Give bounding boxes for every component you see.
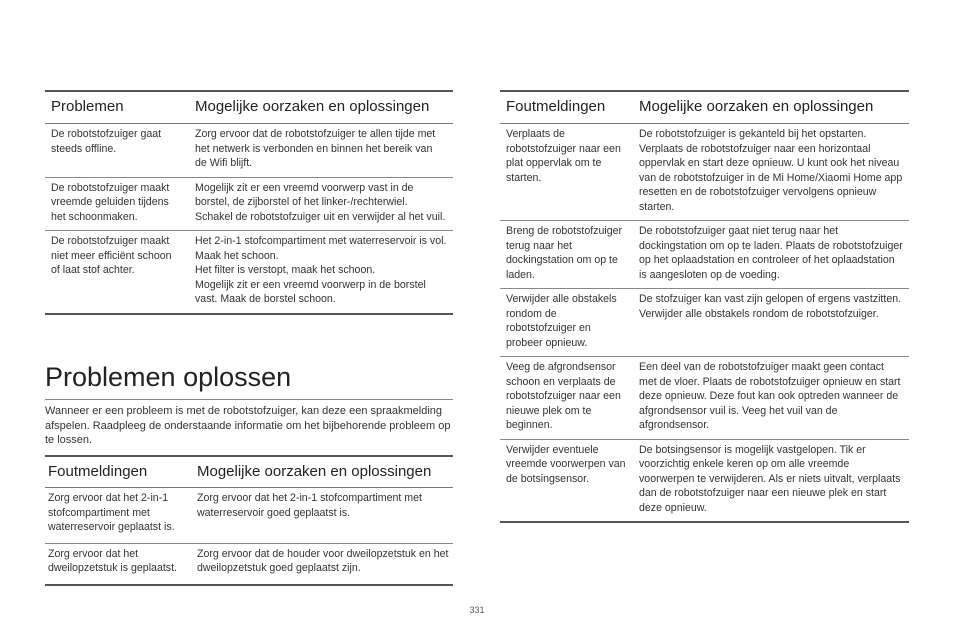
error-cell: Breng de robotstofzuiger terug naar het dockingstation om op te laden.	[506, 225, 623, 281]
table-row	[500, 357, 909, 440]
section-divider	[45, 399, 453, 400]
section-title: Problemen oplossen	[45, 362, 292, 392]
table-row	[45, 231, 453, 315]
error-cell: Verplaats de robotstofzuiger naar een plat oppervlak om te starten.	[506, 128, 621, 184]
table-row	[45, 178, 453, 232]
solution-cell: De robotstofzuiger gaat niet terug naar het dockingstation om op te laden. Plaats de robotstofzuiger op het oplaadstation en controleer of het oplaadstation is aangesloten op de voeding.	[639, 225, 903, 281]
table-row	[500, 124, 909, 221]
page-number: 331	[469, 605, 485, 615]
solution-cell: Een deel van de robotstofzuiger maakt geen contact met de vloer. Plaats de robotstofzuiger opnieuw en start deze opnieuw. Deze fout kan ook optreden wanneer de afgrondsensor vuil is. Veeg het vuil van de afgrondsensor.	[639, 361, 901, 431]
error-cell: Veeg de afgrondsensor schoon en verplaats de robotstofzuiger naar een nieuwe plek om te beginnen.	[506, 361, 621, 431]
solution-cell: Het 2-in-1 stofcompartiment met waterreservoir is vol. Maak het schoon. Het filter is verstopt, maak het schoon. Mogelijk zit er een vreemd voorwerp in de borstel vast. Maak de borstel schoon.	[195, 235, 447, 305]
column-header-causes: Mogelijke oorzaken en oplossingen	[639, 98, 874, 115]
table-row	[500, 289, 909, 357]
column-header-errors: Foutmeldingen	[506, 98, 606, 115]
table-row	[45, 124, 453, 178]
error-cell: Zorg ervoor dat het dweilopzetstuk is geplaatst.	[48, 547, 177, 574]
table-row	[45, 488, 453, 544]
column-header-causes: Mogelijke oorzaken en oplossingen	[197, 463, 432, 480]
solution-cell: Mogelijk zit er een vreemd voorwerp vast in de borstel, de zijborstel of het linker-/rechterwiel. Schakel de robotstofzuiger uit en verwijder al het vuil.	[195, 181, 446, 223]
table-row	[500, 221, 909, 289]
problem-cell: De robotstofzuiger gaat steeds offline.	[51, 128, 162, 155]
problem-cell: De robotstofzuiger maakt vreemde geluiden tijdens het schoonmaken.	[51, 181, 170, 223]
solution-cell: De robotstofzuiger is gekanteld bij het opstarten. Verplaats de robotstofzuiger naar een horizontaal oppervlak en start deze opnieuw. U kunt ook het niveau van de robotstofzuiger in de Mi Home/Xiaomi Home app resetten en de robotstofzuiger vervolgens opnieuw starten.	[639, 128, 903, 213]
error-cell: Verwijder alle obstakels rondom de robotstofzuiger en probeer opnieuw.	[506, 293, 617, 349]
section-intro: Wanneer er een probleem is met de robotstofzuiger, kan deze een spraakmelding afspelen. Raadpleeg de onderstaande informatie om het bijbehorende probleem op te lossen.	[45, 405, 451, 446]
table-header	[45, 92, 453, 124]
error-cell: Verwijder eventuele vreemde voorwerpen van de botsingsensor.	[506, 443, 626, 485]
error-messages-table-right	[500, 90, 909, 523]
table-header	[500, 92, 909, 124]
table-header	[45, 457, 453, 488]
table-row	[500, 440, 909, 524]
problems-table	[45, 90, 453, 315]
error-cell: Zorg ervoor dat het 2-in-1 stofcompartiment met waterreservoir geplaatst is.	[48, 492, 175, 533]
solution-cell: Zorg ervoor dat de houder voor dweilopzetstuk en het dweilopzetstuk goed geplaatst zijn.	[197, 547, 449, 574]
table-row	[45, 544, 453, 586]
solution-cell: De botsingsensor is mogelijk vastgelopen. Tik er voorzichtig enkele keren op om alle vreemde voorwerpen te verwijderen. Als er niets uitvalt, verplaats dan de robotstofzuiger naar een nieuwe plek en start deze opnieuw.	[639, 443, 901, 514]
problem-cell: De robotstofzuiger maakt niet meer efficiënt schoon of laat stof achter.	[51, 235, 172, 276]
solution-cell: De stofzuiger kan vast zijn gelopen of ergens vastzitten. Verwijder alle obstakels rondom de robotstofzuiger.	[639, 293, 902, 320]
column-header-problems: Problemen	[51, 98, 124, 115]
column-header-errors: Foutmeldingen	[48, 463, 148, 480]
error-messages-table-left	[45, 455, 453, 586]
solution-cell: Zorg ervoor dat de robotstofzuiger te allen tijde met het netwerk is verbonden en binnen het bereik van de Wifi blijft.	[195, 128, 436, 169]
solution-cell: Zorg ervoor dat het 2-in-1 stofcompartiment met waterreservoir goed geplaatst is.	[197, 492, 422, 519]
column-header-causes: Mogelijke oorzaken en oplossingen	[195, 98, 430, 115]
